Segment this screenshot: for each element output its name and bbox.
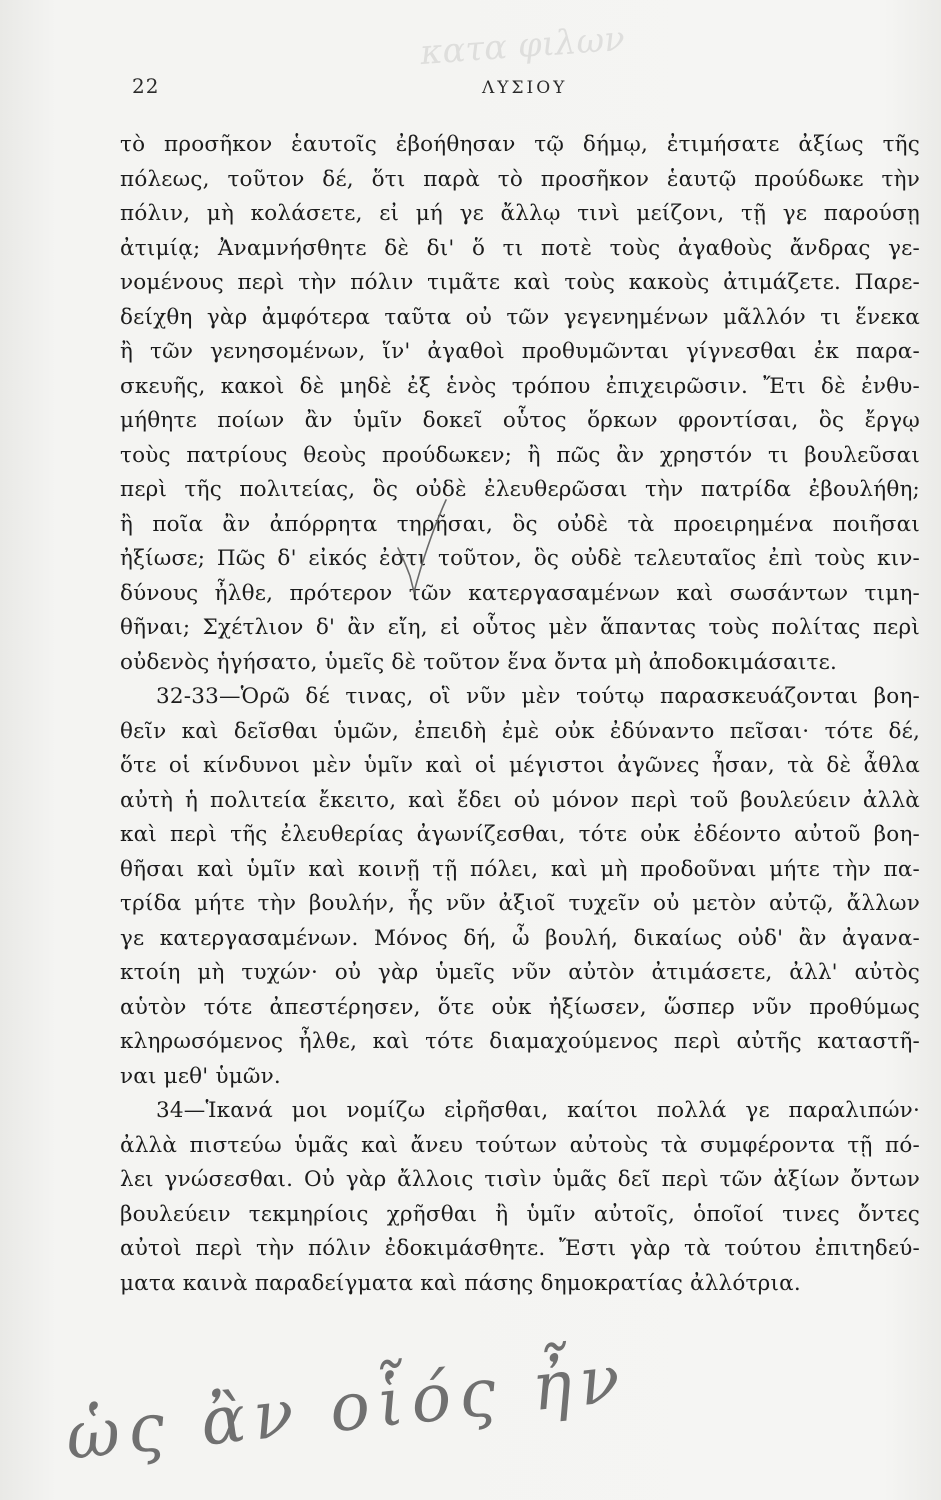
text-line: δείχθη γὰρ ἀμφότερα ταῦτα οὐ τῶν γεγενημένων μᾶλλόν τι ἕνεκα — [120, 304, 920, 330]
text-line: δύνους ἦλθε, πρότερον τῶν κατεργασαμένων καὶ σωσάντων τιμη- — [120, 580, 920, 606]
text-line: ἠξίωσε; Πῶς δ' εἰκός ἐστι τοῦτον, ὃς οὐδὲ τελευταῖος ἐπὶ τοὺς κιν- — [120, 546, 920, 571]
page-number: 22 — [132, 74, 160, 98]
text-line: 34—Ἱκανά μοι νομίζω εἰρῆσθαι, καίτοι πολλά γε παραλιπών· — [156, 1098, 920, 1123]
text-line: τρίδα μήτε τὴν βουλήν, ἧς νῦν ἀξιοῖ τυχεῖν οὐ μετὸν αὐτῷ, ἄλλων — [120, 891, 920, 916]
text-line: αὐτὴ ἡ πολιτεία ἔκειτο, καὶ ἔδει οὐ μόνον περὶ τοῦ βουλεύειν ἀλλὰ — [120, 787, 920, 813]
text-line: ἢ τῶν γενησομένων, ἵν' ἀγαθοὶ προθυμῶνται γίγνεσθαι ἐκ παρα- — [120, 339, 920, 364]
text-line: ὅτε οἱ κίνδυνοι μὲν ὑμῖν καὶ οἱ μέγιστοι ἀγῶνες ἦσαν, τὰ δὲ ἆθλα — [120, 753, 920, 778]
text-line: τὸ προσῆκον ἑαυτοῖς ἐβοήθησαν τῷ δήμῳ, ἐτιμήσατε ἀξίως τῆς — [120, 132, 920, 157]
text-line: ματα καινὰ παραδείγματα καὶ πάσης δημοκρατίας ἀλλότρια. — [120, 1270, 801, 1296]
text-line: κτοίη μὴ τυχών· οὐ γὰρ ὑμεῖς νῦν αὐτὸν ἀτιμάσετε, ἀλλ' αὐτὸς — [120, 960, 920, 985]
text-line: πόλιν, μὴ κολάσετε, εἰ μή γε ἄλλῳ τινὶ μείζονι, τῇ γε παρούσῃ — [120, 201, 920, 226]
text-line: γε κατεργασαμένων. Μόνος δή, ὦ βουλή, δικαίως οὐδ' ἂν ἀγανα- — [120, 925, 920, 951]
text-line: αὐτοὶ περὶ τὴν πόλιν ἐδοκιμάσθητε. Ἔστι γὰρ τὰ τούτου ἐπιτηδεύ- — [120, 1236, 920, 1261]
text-line: καὶ περὶ τῆς ἐλευθερίας ἀγωνίζεσθαι, τότε οὐκ ἐδέοντο αὐτοῦ βοη- — [120, 822, 920, 847]
text-line: 32-33—Ὁρῶ δέ τινας, οἳ νῦν μὲν τούτῳ παρασκευάζονται βοη- — [156, 684, 920, 709]
text-line: θῆσαι καὶ ὑμῖν καὶ κοινῇ τῇ πόλει, καὶ μὴ προδοῦναι μήτε τὴν πα- — [120, 856, 920, 882]
running-head: ΛΥΣΙΟΥ — [482, 78, 568, 98]
text-line: σκευῆς, κακοὶ δὲ μηδὲ ἐξ ἑνὸς τρόπου ἐπιχειρῶσιν. Ἔτι δὲ ἐνθυ- — [120, 373, 920, 399]
body-text — [120, 128, 920, 1301]
text-line: ἀλλὰ πιστεύω ὑμᾶς καὶ ἄνευ τούτων αὐτοὺς τὰ συμφέροντα τῇ πό- — [120, 1132, 920, 1158]
text-line: ἢ ποῖα ἂν ἀπόρρητα τηρῆσαι, ὃς οὐδὲ τὰ προειρημένα ποιῆσαι — [120, 511, 920, 537]
text-line: κληρωσόμενος ἦλθε, καὶ τότε διαμαχούμενος περὶ αὐτῆς καταστῆ- — [120, 1029, 920, 1054]
text-line: αὑτὸν τότε ἀπεστέρησεν, ὅτε οὐκ ἠξίωσεν, ὥσπερ νῦν προθύμως — [120, 994, 920, 1020]
text-line: μήθητε ποίων ἂν ὑμῖν δοκεῖ οὗτος ὅρκων φροντίσαι, ὃς ἔργῳ — [120, 408, 920, 433]
text-line: οὐδενὸς ἡγήσατο, ὑμεῖς δὲ τοῦτον ἕνα ὄντα μὴ ἀποδοκιμάσαιτε. — [120, 649, 837, 675]
text-line: θεῖν καὶ δεῖσθαι ὑμῶν, ἐπειδὴ ἐμὲ οὐκ ἐδύναντο πεῖσαι· τότε δέ, — [120, 718, 920, 744]
text-line: λει γνώσεσθαι. Οὐ γὰρ ἄλλοις τισὶν ὑμᾶς δεῖ περὶ τῶν ἀξίων ὄντων — [120, 1167, 920, 1192]
text-line: βουλεύειν τεκμηρίοις χρῆσθαι ἢ ὑμῖν αὐτοῖς, ὁποῖοί τινες ὄντες — [120, 1201, 920, 1227]
text-line: νομένους περὶ τὴν πόλιν τιμᾶτε καὶ τοὺς κακοὺς ἀτιμάζετε. Παρε- — [120, 270, 920, 295]
text-line: περὶ τῆς πολιτείας, ὃς οὐδὲ ἐλευθερῶσαι τὴν πατρίδα ἐβουλήθη; — [120, 477, 920, 502]
text-line: τοὺς πατρίους θεοὺς προύδωκεν; ἢ πῶς ἂν χρηστόν τι βουλεῦσαι — [120, 442, 920, 468]
handwritten-note: ὡς ἂν οἷός ἦν — [61, 1339, 632, 1475]
text-line: θῆναι; Σχέτλιον δ' ἂν εἴη, εἰ οὗτος μὲν ἅπαντας τοὺς πολίτας περὶ — [120, 615, 920, 640]
text-line: ναι μεθ' ὑμῶν. — [120, 1063, 281, 1089]
faint-pencil-note: κατα φιλων — [418, 18, 627, 74]
text-line: ἀτιμίᾳ; Ἀναμνήσθητε δὲ δι' ὅ τι ποτὲ τοὺς ἀγαθοὺς ἄνδρας γε- — [120, 235, 920, 261]
text-line: πόλεως, τοῦτον δέ, ὅτι παρὰ τὸ προσῆκον ἑαυτῷ προύδωκε τὴν — [120, 166, 920, 192]
